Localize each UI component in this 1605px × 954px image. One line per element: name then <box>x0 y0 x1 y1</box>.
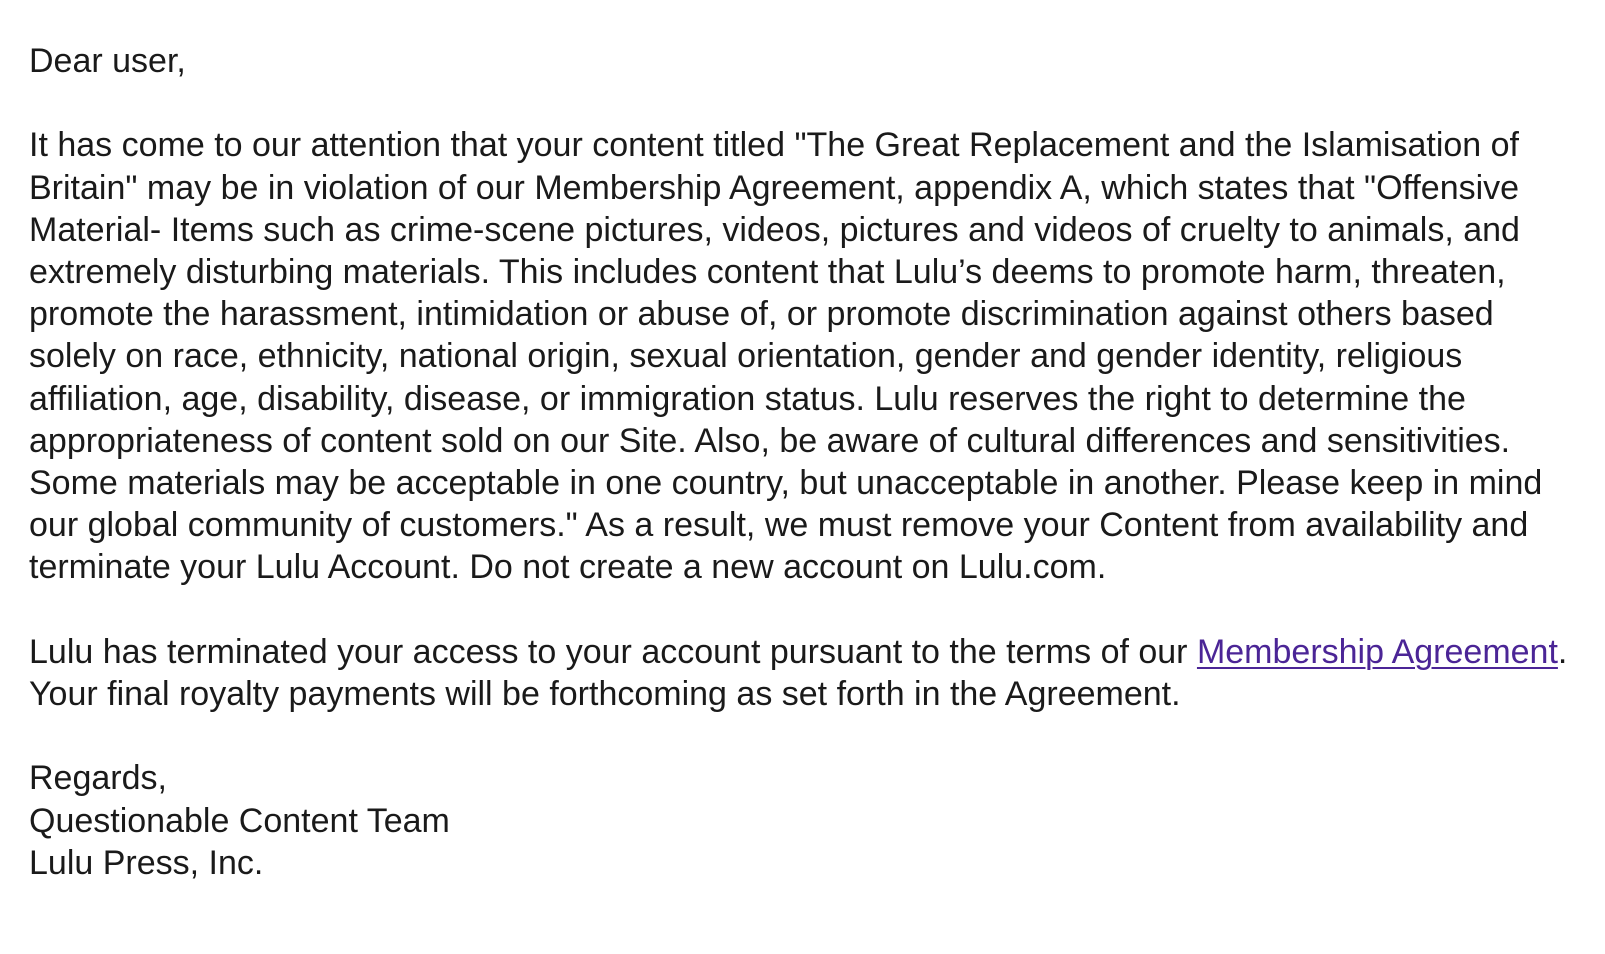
closing-line: Regards, <box>29 759 167 798</box>
paragraph-gap <box>29 589 1574 631</box>
paragraph-gap <box>29 715 1574 757</box>
signature-company: Lulu Press, Inc. <box>29 843 264 882</box>
termination-paragraph <box>29 631 1574 715</box>
greeting: Dear user, <box>29 42 186 80</box>
termination-text-before-link: Lulu has terminated your access to your account pursuant to the terms of our <box>29 632 1197 671</box>
membership-agreement-link[interactable]: Membership Agreement <box>1196 632 1558 671</box>
signature-block <box>29 757 1574 884</box>
termination-text-after-link: . Your final royalty payments will be forthcoming as set forth in the Agreement. <box>29 632 1568 714</box>
signature-team: Questionable Content Team <box>29 801 450 840</box>
email-body <box>29 40 1574 884</box>
notice-paragraph: It has come to our attention that your content titled "The Great Replacement and the Islamisation of Britain" may be in violation of our Membership Agreement, appendix A, which states that "Offensive Material- Items such as crime-scene pictures, videos, pictures and videos of cruelty to animals, and extremely disturbing materials. This includes content that Lulu’s deems to promote harm, threaten, promote the harassment, intimidation or abuse of, or promote discrimination against others based solely on race, ethnicity, national origin, sexual orientation, gender and gender identity, religious affiliation, age, disability, disease, or immigration status. Lulu reserves the right to determine the appropriateness of content sold on our Site. Also, be aware of cultural differences and sensitivities. Some materials may be acceptable in one country, but unacceptable in another. Please keep in mind our global community of customers." As a result, we must remove your Content from availability and terminate your Lulu Account. Do not create a new account on Lulu.com. <box>29 126 1543 587</box>
paragraph-gap <box>29 82 1574 124</box>
